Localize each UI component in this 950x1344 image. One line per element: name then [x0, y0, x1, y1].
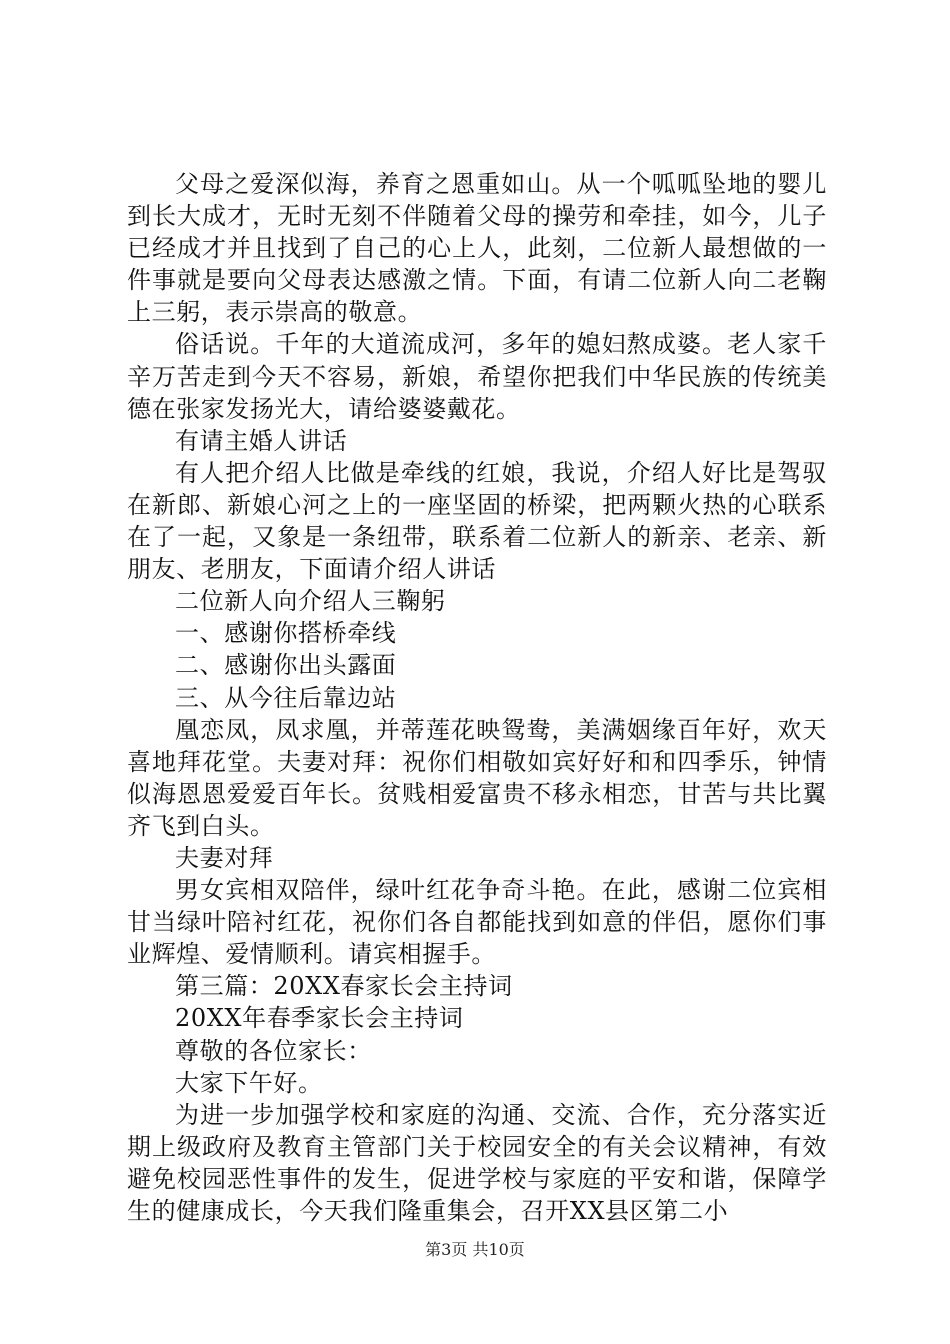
section-subheading: 20XX年春季家长会主持词	[175, 1004, 464, 1033]
paragraph: 夫妻对拜	[175, 843, 274, 872]
list-item: 三、从今往后靠边站	[175, 683, 397, 712]
section-heading: 第三篇：20XX春家长会主持词	[175, 972, 513, 1001]
page-number-footer: 第3页 共10页	[425, 1240, 525, 1259]
paragraph: 二位新人向介绍人三鞠躬	[175, 587, 446, 616]
document-body	[127, 168, 827, 1227]
paragraph: 为进一步加强学校和家庭的沟通、交流、合作，充分落实近期上级政府及教育主管部门关于校园安全的有关会议精神，有效避免校园恶性事件的发生，促进学校与家庭的平安和谐，保障学生的健康成长，今天我们隆重集会，召开XX县区第二小	[127, 1100, 827, 1225]
paragraph: 父母之爱深似海，养育之恩重如山。从一个呱呱坠地的婴儿到长大成才，无时无刻不伴随着父母的操劳和牵挂，如今，儿子已经成才并且找到了自己的心上人，此刻，二位新人最想做的一件事就是要向父母表达感激之情。下面，有请二位新人向二老鞠上三躬，表示崇高的敬意。	[127, 170, 827, 327]
paragraph: 俗话说。千年的大道流成河，多年的媳妇熬成婆。老人家千辛万苦走到今天不容易，新娘，希望你把我们中华民族的传统美德在张家发扬光大，请给婆婆戴花。	[127, 330, 827, 423]
list-item: 一、感谢你搭桥牵线	[175, 619, 397, 648]
paragraph: 凰恋凤，凤求凰，并蒂莲花映鸳鸯，美满姻缘百年好，欢天喜地拜花堂。夫妻对拜：祝你们相敬如宾好好和和四季乐，钟情似海恩恩爱爱百年长。贫贱相爱富贵不移永相恋，甘苦与共比翼齐飞到白头。	[127, 715, 827, 840]
list-item: 二、感谢你出头露面	[175, 651, 397, 680]
paragraph: 有请主婚人讲话	[175, 426, 348, 455]
paragraph: 男女宾相双陪伴，绿叶红花争奇斗艳。在此，感谢二位宾相甘当绿叶陪衬红花，祝你们各自都能找到如意的伴侣，愿你们事业辉煌、爱情顺利。请宾相握手。	[127, 876, 827, 969]
greeting: 大家下午好。	[175, 1068, 323, 1097]
paragraph: 有人把介绍人比做是牵线的红娘，我说，介绍人好比是驾驭在新郎、新娘心河之上的一座坚固的桥梁，把两颗火热的心联系在了一起，又象是一条纽带，联系着二位新人的新亲、老亲、新朋友、老朋友，下面请介绍人讲话	[127, 458, 827, 584]
salutation: 尊敬的各位家长：	[175, 1036, 372, 1065]
